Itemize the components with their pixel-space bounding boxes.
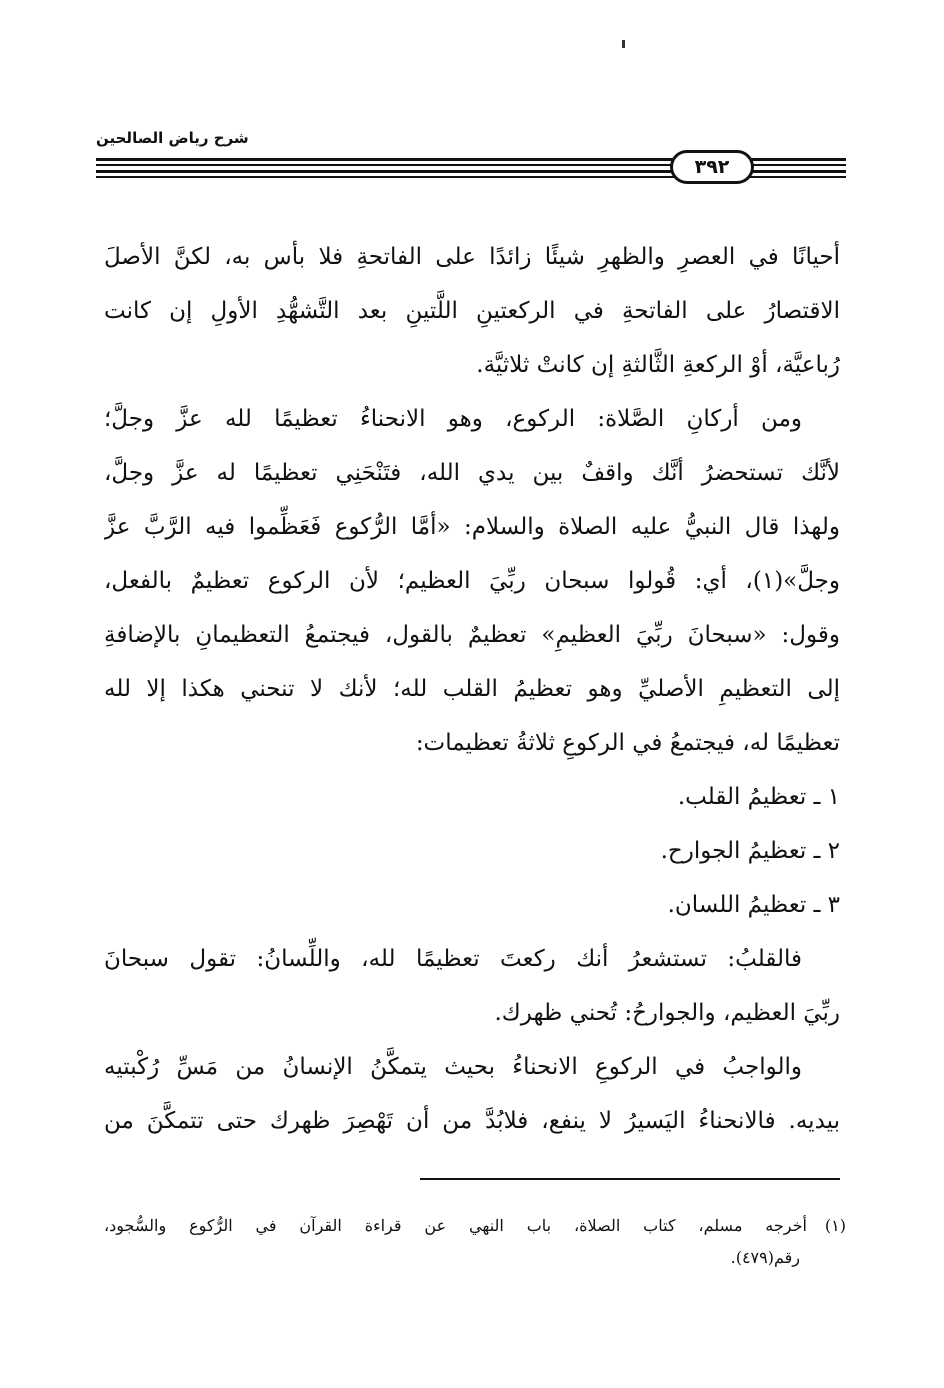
body-line: أحيانًا في العصرِ والظهرِ شيئًا زائدًا على الفاتحةِ فلا بأس به، لكنَّ الأصلَ — [104, 244, 840, 270]
body-line: وقول: «سبحانَ ربِّيَ العظيمِ» تعظيمٌ بالقول، فيجتمعُ التعظيمانِ بالإضافةِ — [104, 622, 840, 648]
body-line: تعظيمًا له، فيجتمعُ في الركوعِ ثلاثةُ تعظيمات: — [415, 730, 840, 756]
body-line: رُباعيَّة، أوْ الركعةِ الثَّالثةِ إن كانتْ ثلاثيَّة. — [476, 352, 840, 378]
body-line: فالقلبُ: تستشعرُ أنك ركعتَ تعظيمًا لله، واللِّسانُ: تقول سبحانَ — [104, 946, 802, 972]
footnote-separator — [420, 1178, 840, 1180]
list-item: ٢ ـ تعظيمُ الجوارح. — [660, 838, 840, 864]
body-line: والواجبُ في الركوعِ الانحناءُ بحيث يتمكَّنُ الإنسانُ من مَسِّ رُكْبتيه — [104, 1054, 802, 1080]
list-item: ٣ ـ تعظيمُ اللسان. — [667, 892, 840, 918]
page-number: ٣٩٢ — [670, 150, 754, 184]
body-line: ولهذا قال النبيُّ عليه الصلاة والسلام: «أمَّا الرُّكوع فَعَظِّموا فيه الرَّبَّ عزَّ — [104, 514, 840, 540]
body-line: الاقتصارُ على الفاتحةِ في الركعتينِ اللَّتينِ بعد التَّشهُّدِ الأولِ إن كانت — [104, 298, 840, 324]
running-head-title: شرح رياض الصالحين — [96, 129, 249, 147]
body-text — [104, 230, 840, 1148]
body-line: ربِّيَ العظيم، والجوارحُ: تُحني ظهرك. — [494, 1000, 840, 1026]
list-item: ١ ـ تعظيمُ القلب. — [677, 784, 840, 810]
footnote — [104, 1210, 846, 1274]
print-speck — [622, 40, 625, 48]
footnote-line: رقم(٤٧٩). — [730, 1248, 800, 1267]
body-line: بيديه. فالانحناءُ اليَسيرُ لا ينفع، فلابُدَّ من أن تَهْصِرَ ظهرك حتى تتمكَّنَ من — [104, 1108, 840, 1134]
body-line: ومن أركانِ الصَّلاة: الركوع، وهو الانحناءُ تعظيمًا لله عزَّ وجلَّ؛ — [104, 406, 802, 432]
footnote-text: أخرجه مسلم، كتاب الصلاة، باب النهي عن قراءة القرآن في الرُّكوع والسُّجود، — [104, 1216, 807, 1235]
body-line: لأنَّك تستحضرُ أنَّك واقفٌ بين يدي الله، فتَنْحَنِي تعظيمًا له عزَّ وجلَّ، — [104, 460, 840, 486]
footnote-line — [104, 1210, 846, 1242]
body-line: وجلَّ»(١)، أي: قُولوا سبحان ربِّيَ العظيم؛ لأن الركوع تعظيمٌ بالفعل، — [104, 568, 840, 594]
body-line: إلى التعظيمِ الأصليِّ وهو تعظيمُ القلب لله؛ لأنك لا تنحني هكذا إلا لله — [104, 676, 840, 702]
footnote-number: (١) — [824, 1216, 846, 1235]
